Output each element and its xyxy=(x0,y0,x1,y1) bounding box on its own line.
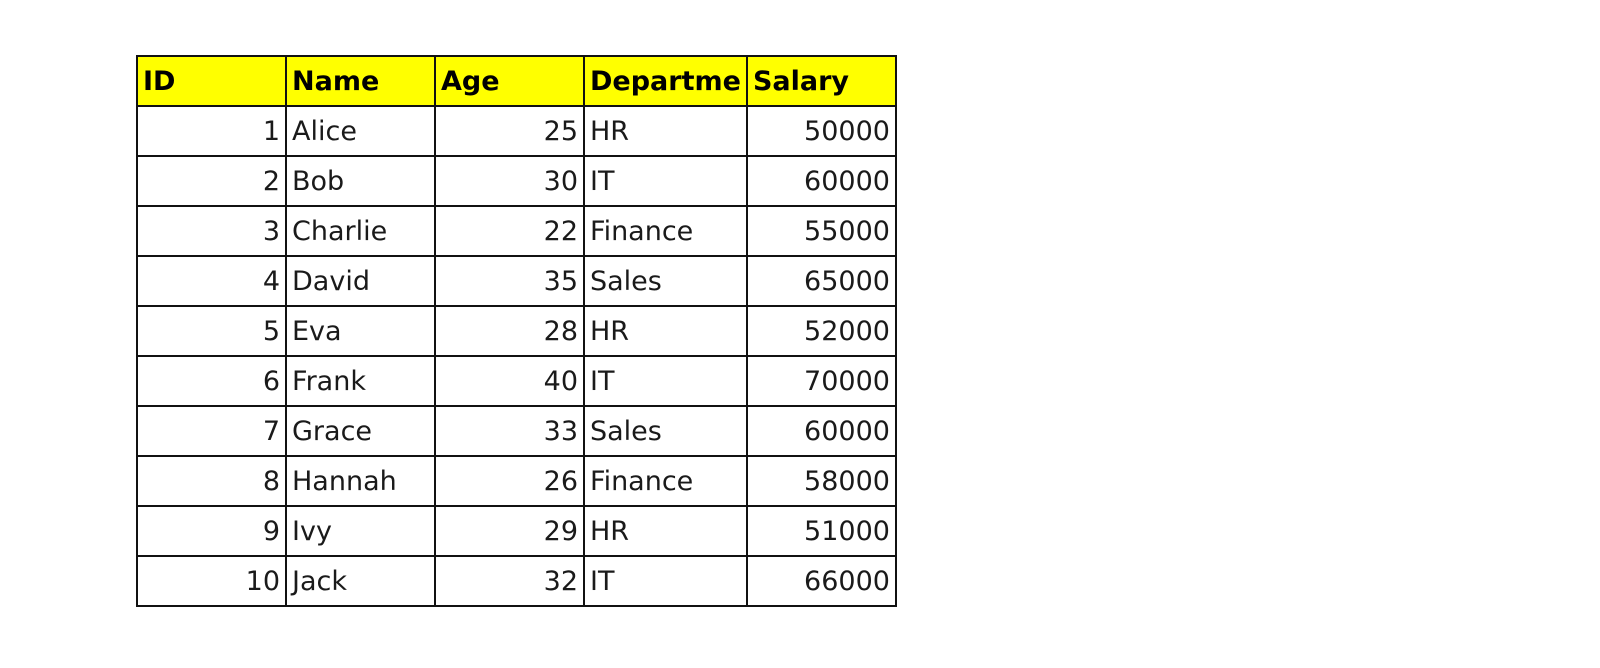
cell-name[interactable]: Frank xyxy=(286,356,435,406)
table-row xyxy=(137,106,896,156)
header-row xyxy=(137,56,896,106)
cell-name[interactable]: Eva xyxy=(286,306,435,356)
cell-department[interactable]: Finance xyxy=(584,206,747,256)
cell-age[interactable]: 26 xyxy=(435,456,584,506)
cell-name[interactable]: Bob xyxy=(286,156,435,206)
cell-salary[interactable]: 66000 xyxy=(747,556,896,606)
table-body xyxy=(137,106,896,606)
table-header xyxy=(137,56,896,106)
header-cell-department[interactable]: Departme xyxy=(584,56,747,106)
table-row xyxy=(137,206,896,256)
cell-age[interactable]: 25 xyxy=(435,106,584,156)
cell-id[interactable]: 8 xyxy=(137,456,286,506)
cell-id[interactable]: 5 xyxy=(137,306,286,356)
cell-department[interactable]: Sales xyxy=(584,406,747,456)
cell-age[interactable]: 40 xyxy=(435,356,584,406)
table-row xyxy=(137,256,896,306)
cell-age[interactable]: 35 xyxy=(435,256,584,306)
cell-name[interactable]: Jack xyxy=(286,556,435,606)
header-cell-salary[interactable]: Salary xyxy=(747,56,896,106)
cell-id[interactable]: 10 xyxy=(137,556,286,606)
header-cell-name[interactable]: Name xyxy=(286,56,435,106)
cell-salary[interactable]: 51000 xyxy=(747,506,896,556)
cell-id[interactable]: 2 xyxy=(137,156,286,206)
cell-salary[interactable]: 52000 xyxy=(747,306,896,356)
header-cell-age[interactable]: Age xyxy=(435,56,584,106)
cell-department[interactable]: Finance xyxy=(584,456,747,506)
cell-id[interactable]: 3 xyxy=(137,206,286,256)
cell-salary[interactable]: 55000 xyxy=(747,206,896,256)
table-row xyxy=(137,556,896,606)
cell-id[interactable]: 1 xyxy=(137,106,286,156)
cell-salary[interactable]: 60000 xyxy=(747,156,896,206)
cell-salary[interactable]: 58000 xyxy=(747,456,896,506)
cell-department[interactable]: Sales xyxy=(584,256,747,306)
data-table xyxy=(136,55,897,607)
cell-age[interactable]: 28 xyxy=(435,306,584,356)
table-row xyxy=(137,406,896,456)
table-row xyxy=(137,356,896,406)
cell-name[interactable]: Ivy xyxy=(286,506,435,556)
cell-name[interactable]: Alice xyxy=(286,106,435,156)
cell-department[interactable]: HR xyxy=(584,506,747,556)
table-row xyxy=(137,506,896,556)
cell-name[interactable]: Hannah xyxy=(286,456,435,506)
cell-id[interactable]: 9 xyxy=(137,506,286,556)
cell-department[interactable]: IT xyxy=(584,156,747,206)
table-row xyxy=(137,156,896,206)
cell-salary[interactable]: 60000 xyxy=(747,406,896,456)
cell-age[interactable]: 33 xyxy=(435,406,584,456)
cell-salary[interactable]: 70000 xyxy=(747,356,896,406)
cell-department[interactable]: IT xyxy=(584,556,747,606)
cell-department[interactable]: HR xyxy=(584,306,747,356)
cell-salary[interactable]: 50000 xyxy=(747,106,896,156)
table-row xyxy=(137,306,896,356)
cell-id[interactable]: 7 xyxy=(137,406,286,456)
cell-name[interactable]: Charlie xyxy=(286,206,435,256)
cell-age[interactable]: 30 xyxy=(435,156,584,206)
header-cell-id[interactable]: ID xyxy=(137,56,286,106)
cell-salary[interactable]: 65000 xyxy=(747,256,896,306)
cell-id[interactable]: 6 xyxy=(137,356,286,406)
cell-age[interactable]: 22 xyxy=(435,206,584,256)
cell-name[interactable]: David xyxy=(286,256,435,306)
cell-id[interactable]: 4 xyxy=(137,256,286,306)
cell-department[interactable]: HR xyxy=(584,106,747,156)
cell-age[interactable]: 32 xyxy=(435,556,584,606)
cell-age[interactable]: 29 xyxy=(435,506,584,556)
cell-name[interactable]: Grace xyxy=(286,406,435,456)
cell-department[interactable]: IT xyxy=(584,356,747,406)
table-row xyxy=(137,456,896,506)
